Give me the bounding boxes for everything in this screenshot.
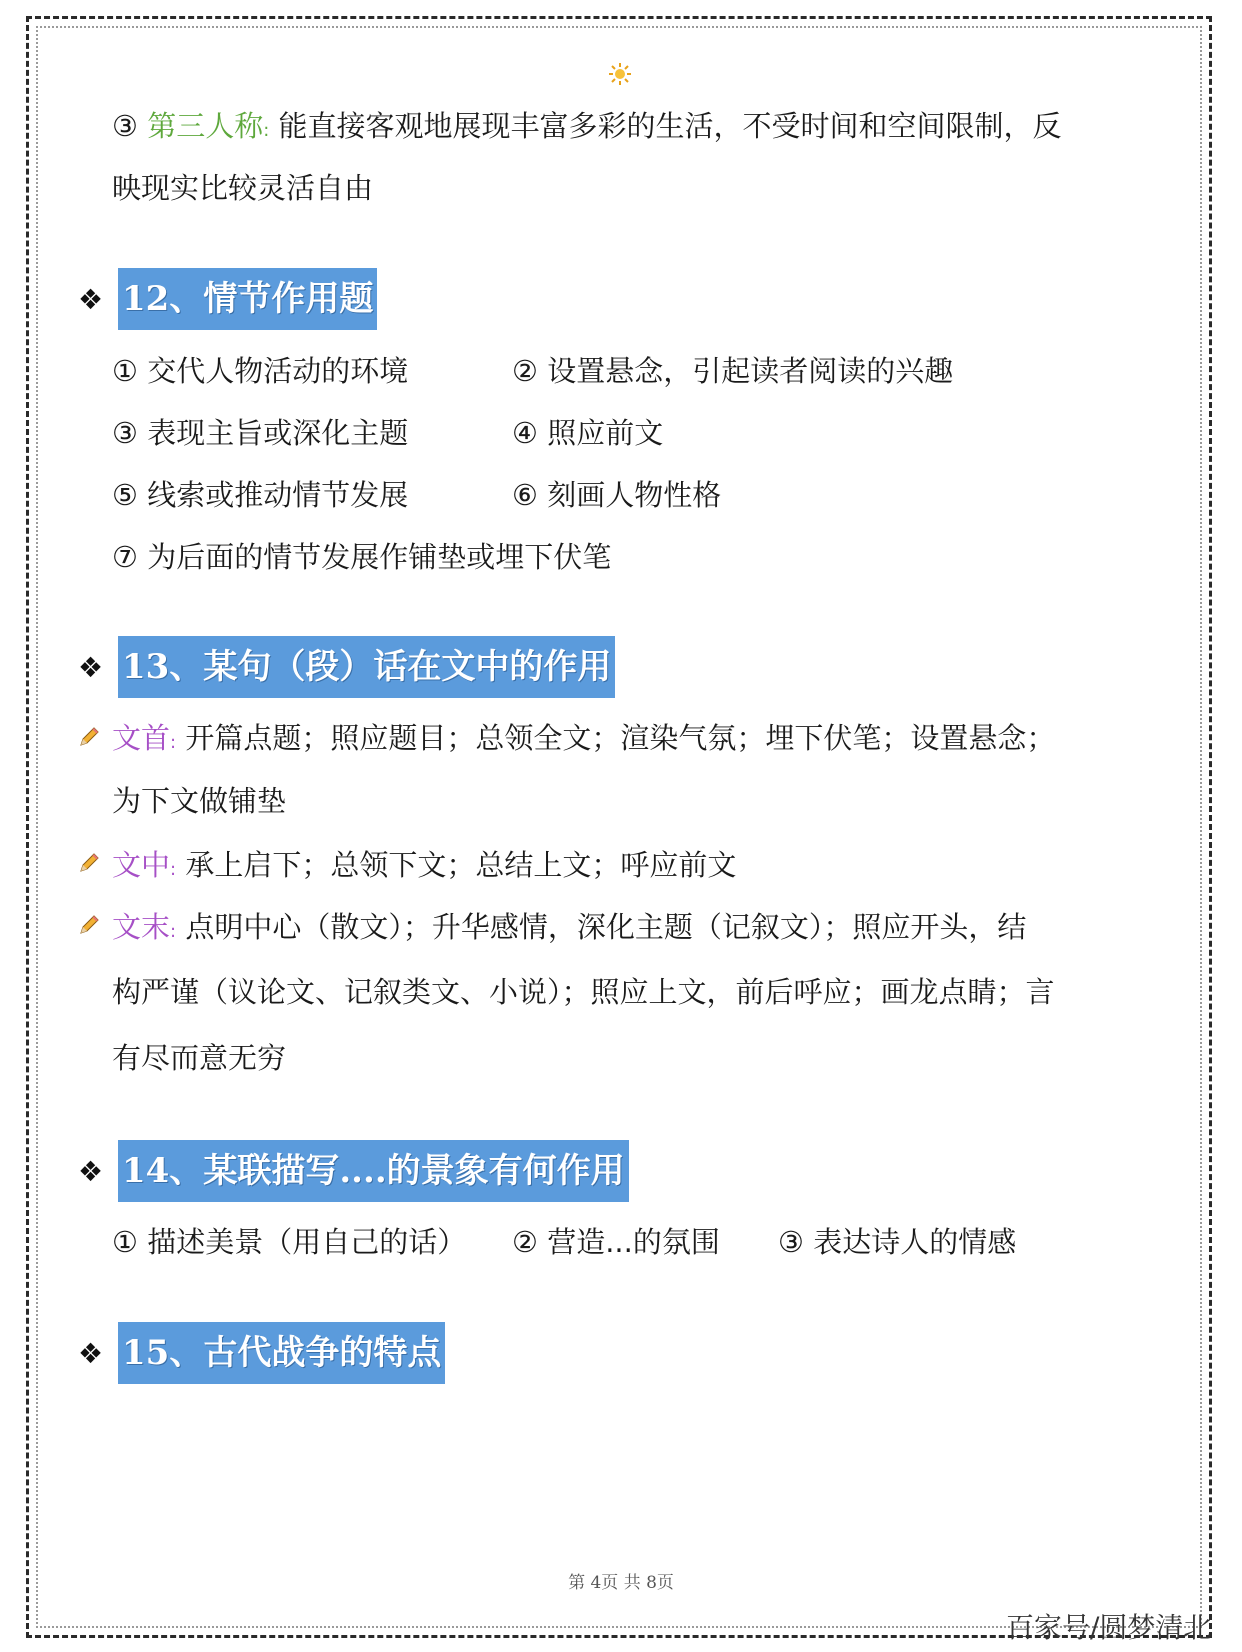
s14-item-3: ③ 表达诗人的情感 [778, 1225, 1017, 1259]
s13-first-text-1: 开篇点题；照应题目；总领全文；渲染气氛；埋下伏笔；设置悬念； [185, 721, 1056, 755]
diamond-icon: ❖ [78, 1336, 104, 1370]
s13-end-label: 文末 [112, 910, 171, 944]
diamond-icon: ❖ [78, 1154, 104, 1188]
s13-end-line-3: 有尽而意无穷 [112, 1041, 287, 1075]
section-13-heading [78, 636, 615, 698]
s13-first-line-1 [112, 718, 1055, 763]
s13-end-line-1 [112, 907, 1026, 952]
section-13-title: 13、某句（段）话在文中的作用 [118, 636, 615, 698]
section-12-heading [78, 268, 377, 330]
s13-end-line-2: 构严谨（议论文、记叙类文、小说）；照应上文，前后呼应；画龙点睛；言 [112, 975, 1055, 1009]
s13-middle-colon: : [170, 859, 177, 880]
pencil-icon [78, 726, 100, 748]
s13-first-colon: : [170, 732, 177, 753]
s12-item-3: ③ 表现主旨或深化主题 [112, 416, 409, 450]
s12-item-7: ⑦ 为后面的情节发展作铺垫或埋下伏笔 [112, 540, 612, 574]
intro-text-1: 能直接客观地展现丰富多彩的生活，不受时间和空间限制，反 [278, 109, 1062, 143]
section-14-heading [78, 1140, 629, 1202]
s14-item-2: ② 营造...的氛围 [512, 1225, 720, 1259]
watermark-text: 百家号/圆梦清北 [1006, 1611, 1212, 1644]
intro-term: 第三人称 [147, 109, 264, 143]
s12-item-4: ④ 照应前文 [512, 416, 664, 450]
section-14-title: 14、某联描写....的景象有何作用 [118, 1140, 629, 1202]
diamond-icon: ❖ [78, 650, 104, 684]
s13-first-line-2: 为下文做铺垫 [112, 784, 287, 818]
s14-item-1: ① 描述美景（用自己的话） [112, 1225, 467, 1259]
section-12-title: 12、情节作用题 [118, 268, 377, 330]
s13-middle-line-1 [112, 845, 736, 890]
diamond-icon: ❖ [78, 282, 104, 316]
s12-item-2: ② 设置悬念，引起读者阅读的兴趣 [512, 354, 954, 388]
s13-end-colon: : [170, 921, 177, 942]
intro-colon: : [263, 120, 270, 141]
intro-line-2: 映现实比较灵活自由 [112, 171, 374, 205]
s12-item-6: ⑥ 刻画人物性格 [512, 478, 722, 512]
section-15-heading [78, 1322, 445, 1384]
s13-first-label: 文首 [112, 721, 171, 755]
pencil-icon [78, 852, 100, 874]
s12-item-1: ① 交代人物活动的环境 [112, 354, 409, 388]
page-number: 第 4页 共 8页 [568, 1573, 674, 1593]
intro-marker: ③ [112, 109, 138, 143]
section-15-title: 15、古代战争的特点 [118, 1322, 445, 1384]
s13-middle-text-1: 承上启下；总领下文；总结上文；呼应前文 [185, 848, 737, 882]
sun-icon [608, 62, 632, 86]
s13-middle-label: 文中 [112, 848, 171, 882]
intro-line-1 [112, 106, 1062, 151]
page-border-inner [36, 26, 1202, 1628]
pencil-icon [78, 914, 100, 936]
s12-item-5: ⑤ 线索或推动情节发展 [112, 478, 409, 512]
s13-end-text-1: 点明中心（散文）；升华感情，深化主题（记叙文）；照应开头，结 [185, 910, 1027, 944]
